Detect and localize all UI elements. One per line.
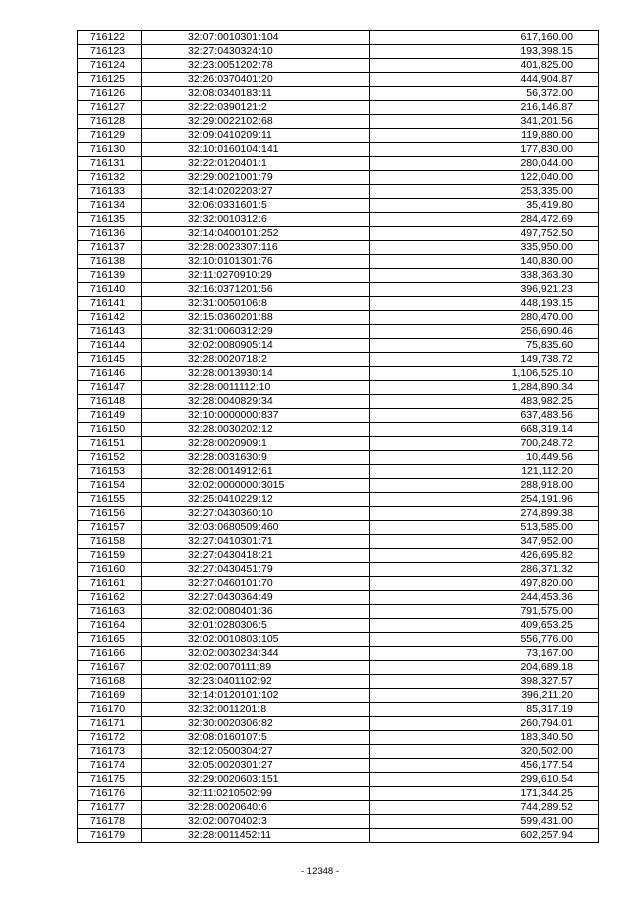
row-number-cell: 716125 xyxy=(78,73,142,87)
page-number: - 12348 - xyxy=(300,866,340,877)
cadastral-number-cell: 32:28:0013930:14 xyxy=(142,367,370,381)
row-number-cell: 716163 xyxy=(78,605,142,619)
amount-cell: 177,830.00 xyxy=(370,143,599,157)
amount-cell: 284,472.69 xyxy=(370,213,599,227)
cadastral-number-cell: 32:31:0050106:8 xyxy=(142,297,370,311)
row-number-cell: 716168 xyxy=(78,675,142,689)
row-number-cell: 716127 xyxy=(78,101,142,115)
table-row xyxy=(78,465,599,479)
row-number-cell: 716171 xyxy=(78,717,142,731)
table-row xyxy=(78,703,599,717)
cadastral-number-cell: 32:02:0010803:105 xyxy=(142,633,370,647)
row-number-cell: 716149 xyxy=(78,409,142,423)
cadastral-number-cell: 32:27:0430324:10 xyxy=(142,45,370,59)
table-row xyxy=(78,353,599,367)
cadastral-number-cell: 32:27:0430364:49 xyxy=(142,591,370,605)
cadastral-number-cell: 32:28:0011452:11 xyxy=(142,829,370,843)
table-row xyxy=(78,213,599,227)
row-number-cell: 716137 xyxy=(78,241,142,255)
row-number-cell: 716152 xyxy=(78,451,142,465)
cadastral-number-cell: 32:02:0070402:3 xyxy=(142,815,370,829)
cadastral-number-cell: 32:28:0011112:10 xyxy=(142,381,370,395)
table-row xyxy=(78,395,599,409)
amount-cell: 483,982.25 xyxy=(370,395,599,409)
row-number-cell: 716169 xyxy=(78,689,142,703)
amount-cell: 668,319.14 xyxy=(370,423,599,437)
cadastral-number-cell: 32:31:0060312:29 xyxy=(142,325,370,339)
amount-cell: 299,610.54 xyxy=(370,773,599,787)
amount-cell: 286,371.32 xyxy=(370,563,599,577)
amount-cell: 338,363.30 xyxy=(370,269,599,283)
table-row xyxy=(78,633,599,647)
amount-cell: 35,419.80 xyxy=(370,199,599,213)
amount-cell: 140,830.00 xyxy=(370,255,599,269)
row-number-cell: 716123 xyxy=(78,45,142,59)
cadastral-number-cell: 32:32:0011201:8 xyxy=(142,703,370,717)
cadastral-number-cell: 32:32:0010312:6 xyxy=(142,213,370,227)
row-number-cell: 716172 xyxy=(78,731,142,745)
table-row xyxy=(78,255,599,269)
amount-cell: 398,327.57 xyxy=(370,675,599,689)
cadastral-number-cell: 32:22:0120401:1 xyxy=(142,157,370,171)
table-row xyxy=(78,171,599,185)
amount-cell: 85,317.19 xyxy=(370,703,599,717)
cadastral-number-cell: 32:26:0370401:20 xyxy=(142,73,370,87)
table-row xyxy=(78,297,599,311)
row-number-cell: 716158 xyxy=(78,535,142,549)
table-row xyxy=(78,241,599,255)
cadastral-number-cell: 32:28:0020718:2 xyxy=(142,353,370,367)
amount-cell: 122,040.00 xyxy=(370,171,599,185)
cadastral-number-cell: 32:27:0410301:71 xyxy=(142,535,370,549)
cadastral-number-cell: 32:25:0410229:12 xyxy=(142,493,370,507)
amount-cell: 75,835.60 xyxy=(370,339,599,353)
cadastral-number-cell: 32:28:0040829:34 xyxy=(142,395,370,409)
amount-cell: 121,112.20 xyxy=(370,465,599,479)
cadastral-number-cell: 32:16:0371201:56 xyxy=(142,283,370,297)
amount-cell: 216,146.87 xyxy=(370,101,599,115)
table-row xyxy=(78,339,599,353)
cadastral-number-cell: 32:02:0080401:36 xyxy=(142,605,370,619)
row-number-cell: 716134 xyxy=(78,199,142,213)
row-number-cell: 716174 xyxy=(78,759,142,773)
row-number-cell: 716154 xyxy=(78,479,142,493)
amount-cell: 335,950.00 xyxy=(370,241,599,255)
table-row xyxy=(78,759,599,773)
cadastral-number-cell: 32:09:0410209:11 xyxy=(142,129,370,143)
row-number-cell: 716165 xyxy=(78,633,142,647)
amount-cell: 456,177.54 xyxy=(370,759,599,773)
table-row xyxy=(78,675,599,689)
amount-cell: 10,449.56 xyxy=(370,451,599,465)
row-number-cell: 716124 xyxy=(78,59,142,73)
cadastral-number-cell: 32:02:0030234:344 xyxy=(142,647,370,661)
table-row xyxy=(78,577,599,591)
cadastral-number-cell: 32:10:0160104:141 xyxy=(142,143,370,157)
amount-cell: 171,344.25 xyxy=(370,787,599,801)
amount-cell: 183,340.50 xyxy=(370,731,599,745)
table-row xyxy=(78,773,599,787)
table-row xyxy=(78,815,599,829)
table-row xyxy=(78,507,599,521)
table-body xyxy=(78,31,599,843)
table-row xyxy=(78,787,599,801)
row-number-cell: 716177 xyxy=(78,801,142,815)
table-row xyxy=(78,591,599,605)
table-row xyxy=(78,479,599,493)
row-number-cell: 716145 xyxy=(78,353,142,367)
table-row xyxy=(78,521,599,535)
table-row xyxy=(78,87,599,101)
amount-cell: 409,653.25 xyxy=(370,619,599,633)
amount-cell: 244,453.36 xyxy=(370,591,599,605)
table-row xyxy=(78,451,599,465)
amount-cell: 497,752.50 xyxy=(370,227,599,241)
cadastral-number-cell: 32:15:0360201:88 xyxy=(142,311,370,325)
table-row xyxy=(78,745,599,759)
cadastral-number-cell: 32:27:0430418:21 xyxy=(142,549,370,563)
row-number-cell: 716166 xyxy=(78,647,142,661)
amount-cell: 1,106,525.10 xyxy=(370,367,599,381)
row-number-cell: 716162 xyxy=(78,591,142,605)
cadastral-number-cell: 32:27:0430451:79 xyxy=(142,563,370,577)
row-number-cell: 716175 xyxy=(78,773,142,787)
row-number-cell: 716147 xyxy=(78,381,142,395)
row-number-cell: 716131 xyxy=(78,157,142,171)
cadastral-number-cell: 32:02:0070111:89 xyxy=(142,661,370,675)
table-row xyxy=(78,731,599,745)
row-number-cell: 716144 xyxy=(78,339,142,353)
amount-cell: 497,820.00 xyxy=(370,577,599,591)
row-number-cell: 716141 xyxy=(78,297,142,311)
table-row xyxy=(78,437,599,451)
table-row xyxy=(78,367,599,381)
table-row xyxy=(78,311,599,325)
amount-cell: 73,167.00 xyxy=(370,647,599,661)
row-number-cell: 716130 xyxy=(78,143,142,157)
row-number-cell: 716156 xyxy=(78,507,142,521)
row-number-cell: 716150 xyxy=(78,423,142,437)
amount-cell: 448,193.15 xyxy=(370,297,599,311)
amount-cell: 56,372.00 xyxy=(370,87,599,101)
table-row xyxy=(78,73,599,87)
amount-cell: 193,398.15 xyxy=(370,45,599,59)
row-number-cell: 716159 xyxy=(78,549,142,563)
table-row xyxy=(78,31,599,45)
amount-cell: 426,695.82 xyxy=(370,549,599,563)
row-number-cell: 716176 xyxy=(78,787,142,801)
table-row xyxy=(78,143,599,157)
row-number-cell: 716157 xyxy=(78,521,142,535)
cadastral-number-cell: 32:14:0400101:252 xyxy=(142,227,370,241)
amount-cell: 744,289.52 xyxy=(370,801,599,815)
amount-cell: 280,044.00 xyxy=(370,157,599,171)
cadastral-number-cell: 32:10:0101301:76 xyxy=(142,255,370,269)
cadastral-number-cell: 32:08:0340183:11 xyxy=(142,87,370,101)
amount-cell: 444,904.87 xyxy=(370,73,599,87)
amount-cell: 602,257.94 xyxy=(370,829,599,843)
amount-cell: 396,921.23 xyxy=(370,283,599,297)
table-row xyxy=(78,185,599,199)
row-number-cell: 716135 xyxy=(78,213,142,227)
table-row xyxy=(78,661,599,675)
cadastral-number-cell: 32:02:0000000:3015 xyxy=(142,479,370,493)
row-number-cell: 716136 xyxy=(78,227,142,241)
amount-cell: 253,335.00 xyxy=(370,185,599,199)
amount-cell: 401,825.00 xyxy=(370,59,599,73)
cadastral-number-cell: 32:02:0080905:14 xyxy=(142,339,370,353)
cadastral-number-cell: 32:12:0500304:27 xyxy=(142,745,370,759)
cadastral-number-cell: 32:22:0390121:2 xyxy=(142,101,370,115)
cadastral-number-cell: 32:27:0430360:10 xyxy=(142,507,370,521)
amount-cell: 617,160.00 xyxy=(370,31,599,45)
table-row xyxy=(78,549,599,563)
row-number-cell: 716140 xyxy=(78,283,142,297)
row-number-cell: 716170 xyxy=(78,703,142,717)
table-row xyxy=(78,45,599,59)
table-row xyxy=(78,605,599,619)
table-row xyxy=(78,129,599,143)
row-number-cell: 716129 xyxy=(78,129,142,143)
cadastral-number-cell: 32:29:0021001:79 xyxy=(142,171,370,185)
table-row xyxy=(78,717,599,731)
cadastral-number-cell: 32:29:0020603:151 xyxy=(142,773,370,787)
table-row xyxy=(78,409,599,423)
table-row xyxy=(78,801,599,815)
row-number-cell: 716151 xyxy=(78,437,142,451)
cadastral-number-cell: 32:29:0022102:68 xyxy=(142,115,370,129)
amount-cell: 700,248.72 xyxy=(370,437,599,451)
table-row xyxy=(78,689,599,703)
cadastral-number-cell: 32:23:0051202:78 xyxy=(142,59,370,73)
amount-cell: 204,689.18 xyxy=(370,661,599,675)
table-row xyxy=(78,619,599,633)
amount-cell: 341,201.56 xyxy=(370,115,599,129)
cadastral-number-cell: 32:28:0030202:12 xyxy=(142,423,370,437)
row-number-cell: 716148 xyxy=(78,395,142,409)
table-row xyxy=(78,423,599,437)
table-row xyxy=(78,283,599,297)
amount-cell: 1,284,890.34 xyxy=(370,381,599,395)
table-row xyxy=(78,563,599,577)
cadastral-number-cell: 32:05:0020301:27 xyxy=(142,759,370,773)
table-row xyxy=(78,535,599,549)
row-number-cell: 716164 xyxy=(78,619,142,633)
row-number-cell: 716173 xyxy=(78,745,142,759)
cadastral-number-cell: 32:28:0020640:6 xyxy=(142,801,370,815)
row-number-cell: 716122 xyxy=(78,31,142,45)
row-number-cell: 716167 xyxy=(78,661,142,675)
table-row xyxy=(78,115,599,129)
row-number-cell: 716161 xyxy=(78,577,142,591)
amount-cell: 556,776.00 xyxy=(370,633,599,647)
amount-cell: 274,899.38 xyxy=(370,507,599,521)
cadastral-number-cell: 32:14:0120101:102 xyxy=(142,689,370,703)
amount-cell: 256,690.46 xyxy=(370,325,599,339)
row-number-cell: 716160 xyxy=(78,563,142,577)
row-number-cell: 716139 xyxy=(78,269,142,283)
amount-cell: 513,585.00 xyxy=(370,521,599,535)
table-row xyxy=(78,325,599,339)
amount-cell: 254,191.96 xyxy=(370,493,599,507)
cadastral-number-cell: 32:07:0010301:104 xyxy=(142,31,370,45)
amount-cell: 280,470.00 xyxy=(370,311,599,325)
table-row xyxy=(78,647,599,661)
row-number-cell: 716126 xyxy=(78,87,142,101)
table-row xyxy=(78,829,599,843)
cadastral-number-cell: 32:03:0680509:460 xyxy=(142,521,370,535)
row-number-cell: 716178 xyxy=(78,815,142,829)
data-table xyxy=(77,30,599,843)
row-number-cell: 716179 xyxy=(78,829,142,843)
amount-cell: 637,483.56 xyxy=(370,409,599,423)
amount-cell: 119,880.00 xyxy=(370,129,599,143)
row-number-cell: 716138 xyxy=(78,255,142,269)
cadastral-number-cell: 32:06:0331601:5 xyxy=(142,199,370,213)
table-row xyxy=(78,59,599,73)
table-row xyxy=(78,157,599,171)
cadastral-number-cell: 32:01:0280306:5 xyxy=(142,619,370,633)
cadastral-number-cell: 32:11:0210502:99 xyxy=(142,787,370,801)
cadastral-number-cell: 32:11:0270910:29 xyxy=(142,269,370,283)
row-number-cell: 716155 xyxy=(78,493,142,507)
row-number-cell: 716146 xyxy=(78,367,142,381)
row-number-cell: 716143 xyxy=(78,325,142,339)
amount-cell: 599,431.00 xyxy=(370,815,599,829)
table-row xyxy=(78,101,599,115)
amount-cell: 347,952.00 xyxy=(370,535,599,549)
row-number-cell: 716142 xyxy=(78,311,142,325)
amount-cell: 149,738.72 xyxy=(370,353,599,367)
row-number-cell: 716153 xyxy=(78,465,142,479)
table-row xyxy=(78,199,599,213)
cadastral-number-cell: 32:30:0020306:82 xyxy=(142,717,370,731)
row-number-cell: 716132 xyxy=(78,171,142,185)
cadastral-number-cell: 32:28:0020909:1 xyxy=(142,437,370,451)
cadastral-number-cell: 32:14:0202203:27 xyxy=(142,185,370,199)
cadastral-number-cell: 32:23:0401102:92 xyxy=(142,675,370,689)
amount-cell: 320,502.00 xyxy=(370,745,599,759)
cadastral-number-cell: 32:27:0460101:70 xyxy=(142,577,370,591)
cadastral-number-cell: 32:28:0014912:61 xyxy=(142,465,370,479)
row-number-cell: 716128 xyxy=(78,115,142,129)
table-row xyxy=(78,227,599,241)
cadastral-number-cell: 32:08:0160107:5 xyxy=(142,731,370,745)
cadastral-number-cell: 32:10:0000000:837 xyxy=(142,409,370,423)
table-row xyxy=(78,381,599,395)
table-row xyxy=(78,493,599,507)
amount-cell: 396,211.20 xyxy=(370,689,599,703)
amount-cell: 791,575.00 xyxy=(370,605,599,619)
amount-cell: 260,794.01 xyxy=(370,717,599,731)
amount-cell: 288,918.00 xyxy=(370,479,599,493)
table-row xyxy=(78,269,599,283)
cadastral-number-cell: 32:28:0023307:116 xyxy=(142,241,370,255)
row-number-cell: 716133 xyxy=(78,185,142,199)
cadastral-number-cell: 32:28:0031630:9 xyxy=(142,451,370,465)
